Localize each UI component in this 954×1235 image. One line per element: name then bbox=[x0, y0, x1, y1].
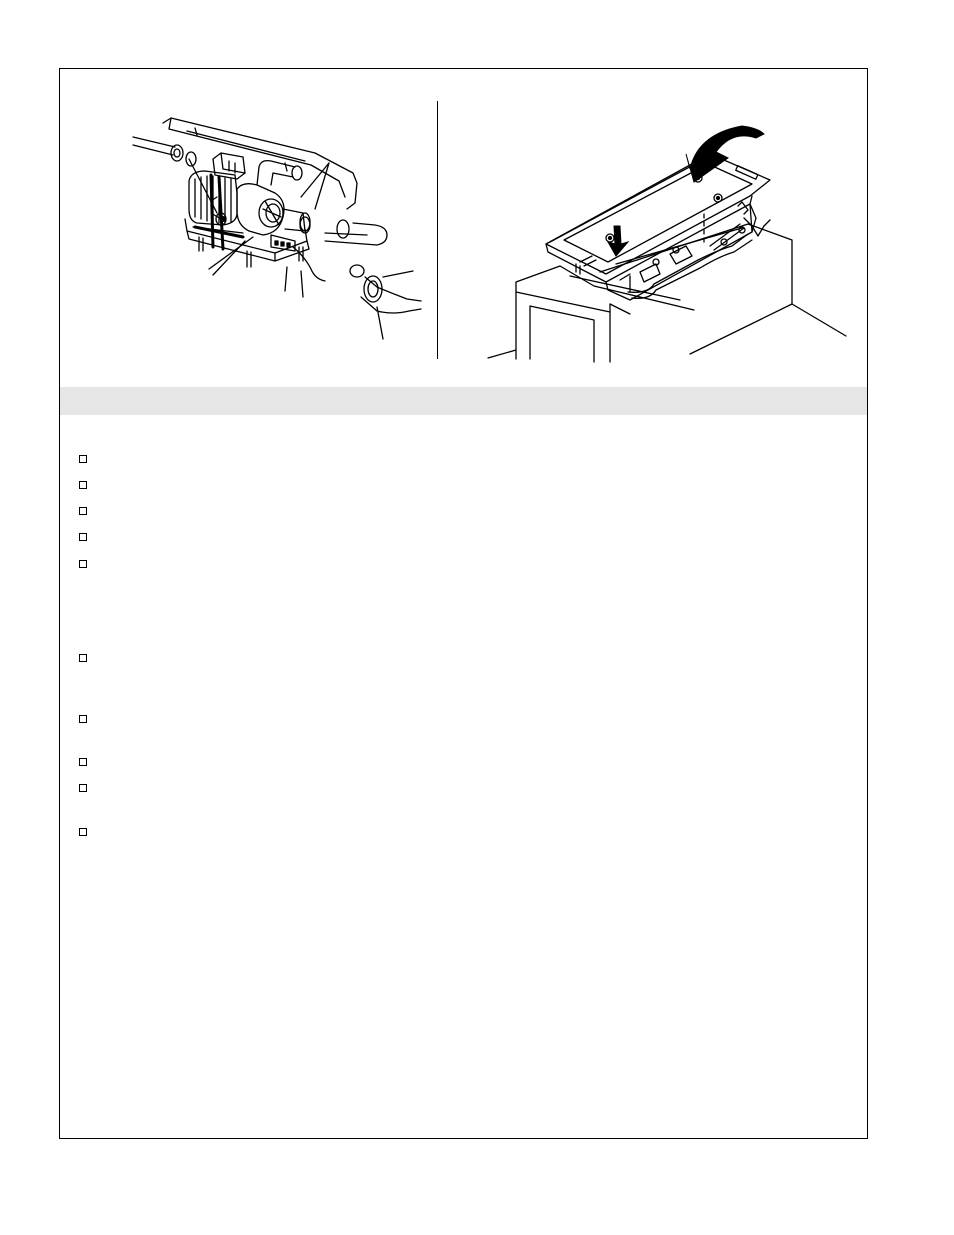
checkbox-icon bbox=[79, 758, 87, 766]
checkbox-icon bbox=[79, 481, 87, 489]
checkbox-icon bbox=[79, 533, 87, 541]
figure-divider bbox=[437, 101, 438, 359]
checkbox-icon bbox=[79, 507, 87, 515]
checkbox-icon bbox=[79, 828, 87, 836]
pump-motor-assembly-illustration bbox=[125, 101, 425, 361]
checkbox-icon bbox=[79, 715, 87, 723]
checkbox-icon bbox=[79, 654, 87, 662]
section-header-band bbox=[60, 387, 867, 415]
checkbox-icon bbox=[79, 455, 87, 463]
checkbox-icon bbox=[79, 784, 87, 792]
instruction-panel bbox=[59, 68, 868, 1139]
checkbox-icon bbox=[79, 560, 87, 568]
whirlpool-bath-into-platform-illustration bbox=[480, 114, 850, 364]
